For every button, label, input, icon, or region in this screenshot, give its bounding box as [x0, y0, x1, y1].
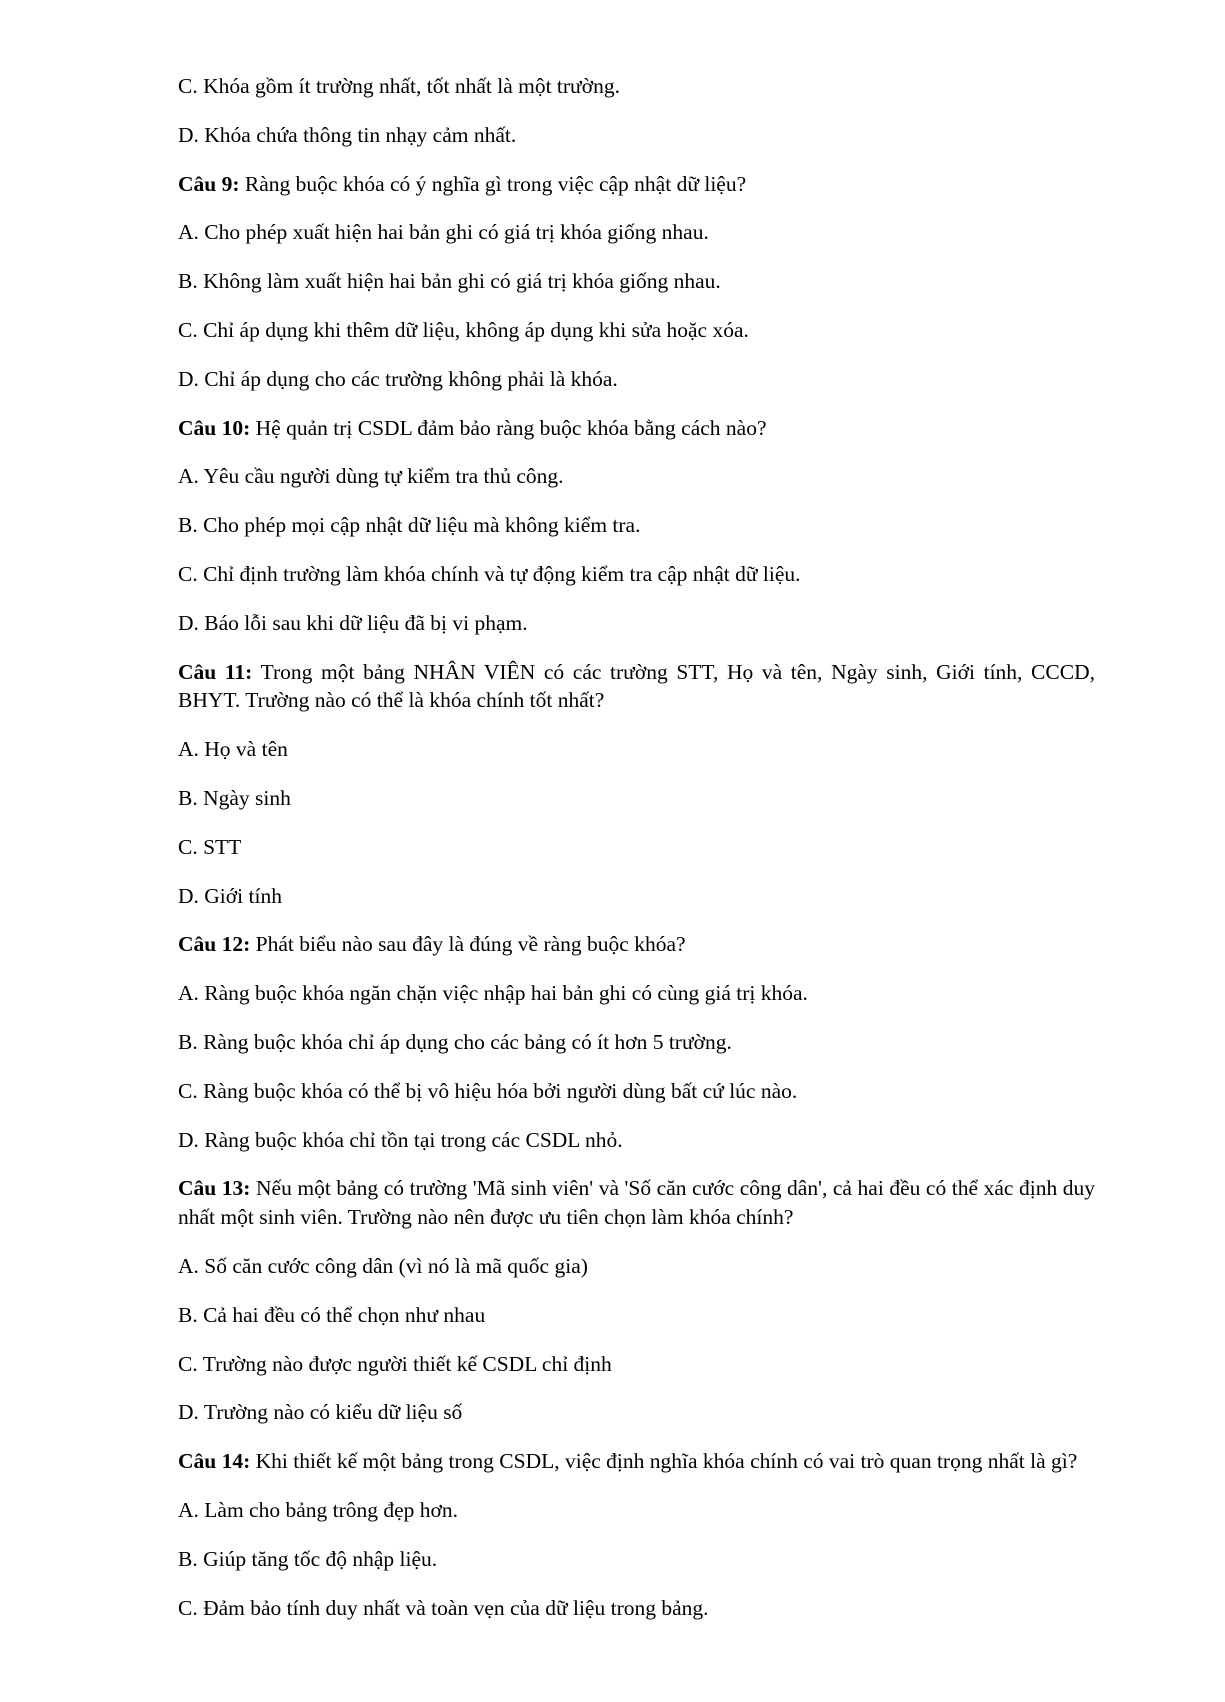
question-label: Câu 9:: [178, 171, 240, 196]
answer-option: [178, 882, 1095, 911]
answer-text: A. Số căn cước công dân (vì nó là mã quốc gia): [178, 1253, 588, 1278]
question-text: Hệ quản trị CSDL đảm bảo ràng buộc khóa bằng cách nào?: [255, 415, 767, 440]
question-paragraph: [178, 1174, 1095, 1232]
question-label: Câu 12:: [178, 932, 251, 957]
answer-option: [178, 1126, 1095, 1155]
question-paragraph: [178, 1447, 1095, 1476]
answer-option: [178, 511, 1095, 540]
question-text: Phát biểu nào sau đây là đúng về ràng buộc khóa?: [255, 932, 686, 957]
document-body: [178, 72, 1095, 1622]
answer-text: A. Họ và tên: [178, 737, 288, 762]
answer-option: [178, 1545, 1095, 1574]
answer-option: [178, 1594, 1095, 1623]
answer-option: [178, 1028, 1095, 1057]
answer-text: A. Ràng buộc khóa ngăn chặn việc nhập hai bản ghi có cùng giá trị khóa.: [178, 981, 808, 1006]
question-text: Khi thiết kế một bảng trong CSDL, việc định nghĩa khóa chính có vai trò quan trọng nhất là gì?: [255, 1449, 1078, 1474]
answer-text: C. Đảm bảo tính duy nhất và toàn vẹn của dữ liệu trong bảng.: [178, 1595, 709, 1620]
question-label: Câu 13:: [178, 1176, 251, 1201]
answer-text: D. Khóa chứa thông tin nhạy cảm nhất.: [178, 122, 517, 147]
question-text: Trong một bảng NHÂN VIÊN có các trường STT, Họ và tên, Ngày sinh, Giới tính, CCCD, BHYT. Trường nào có thể là khóa chính tốt nhất?: [178, 659, 1095, 713]
answer-text: A. Làm cho bảng trông đẹp hơn.: [178, 1497, 459, 1522]
answer-option: [178, 560, 1095, 589]
answer-option: [178, 1301, 1095, 1330]
answer-text: C. Ràng buộc khóa có thể bị vô hiệu hóa bởi người dùng bất cứ lúc nào.: [178, 1078, 798, 1103]
answer-text: A. Cho phép xuất hiện hai bản ghi có giá trị khóa giống nhau.: [178, 220, 709, 245]
answer-option: [178, 1077, 1095, 1106]
answer-option: [178, 72, 1095, 101]
answer-text: B. Cho phép mọi cập nhật dữ liệu mà không kiểm tra.: [178, 513, 641, 538]
question-label: Câu 14:: [178, 1449, 251, 1474]
answer-text: D. Trường nào có kiểu dữ liệu số: [178, 1400, 463, 1425]
answer-text: C. STT: [178, 834, 242, 859]
question-paragraph: [178, 658, 1095, 716]
answer-option: [178, 1350, 1095, 1379]
answer-text: B. Không làm xuất hiện hai bản ghi có giá trị khóa giống nhau.: [178, 269, 721, 294]
answer-option: [178, 316, 1095, 345]
answer-option: [178, 833, 1095, 862]
answer-text: D. Chỉ áp dụng cho các trường không phải là khóa.: [178, 366, 618, 391]
answer-option: [178, 784, 1095, 813]
question-label: Câu 10:: [178, 415, 251, 440]
answer-text: C. Chỉ áp dụng khi thêm dữ liệu, không áp dụng khi sửa hoặc xóa.: [178, 317, 749, 342]
answer-text: B. Giúp tăng tốc độ nhập liệu.: [178, 1546, 438, 1571]
question-paragraph: [178, 930, 1095, 959]
question-text: Ràng buộc khóa có ý nghĩa gì trong việc cập nhật dữ liệu?: [244, 171, 747, 196]
answer-option: [178, 1496, 1095, 1525]
question-paragraph: [178, 170, 1095, 199]
answer-text: D. Giới tính: [178, 883, 282, 908]
answer-option: [178, 218, 1095, 247]
answer-text: D. Ràng buộc khóa chỉ tồn tại trong các CSDL nhỏ.: [178, 1127, 623, 1152]
question-label: Câu 11:: [178, 659, 253, 684]
answer-text: C. Trường nào được người thiết kế CSDL chỉ định: [178, 1351, 612, 1376]
answer-text: B. Ràng buộc khóa chỉ áp dụng cho các bảng có ít hơn 5 trường.: [178, 1029, 732, 1054]
answer-option: [178, 462, 1095, 491]
answer-option: [178, 267, 1095, 296]
answer-text: B. Cả hai đều có thể chọn như nhau: [178, 1302, 486, 1327]
question-paragraph: [178, 414, 1095, 443]
answer-text: A. Yêu cầu người dùng tự kiểm tra thủ công.: [178, 464, 564, 489]
answer-option: [178, 365, 1095, 394]
question-text: Nếu một bảng có trường 'Mã sinh viên' và 'Số căn cước công dân', cả hai đều có thể xác định duy nhất một sinh viên. Trường nào nên được ưu tiên chọn làm khóa chính?: [178, 1176, 1096, 1230]
answer-option: [178, 1398, 1095, 1427]
answer-text: C. Khóa gồm ít trường nhất, tốt nhất là một trường.: [178, 74, 620, 98]
answer-text: D. Báo lỗi sau khi dữ liệu đã bị vi phạm.: [178, 610, 528, 635]
answer-option: [178, 121, 1095, 150]
answer-option: [178, 735, 1095, 764]
answer-option: [178, 1252, 1095, 1281]
answer-option: [178, 979, 1095, 1008]
answer-text: B. Ngày sinh: [178, 785, 291, 810]
answer-text: C. Chỉ định trường làm khóa chính và tự động kiểm tra cập nhật dữ liệu.: [178, 561, 801, 586]
answer-option: [178, 609, 1095, 638]
